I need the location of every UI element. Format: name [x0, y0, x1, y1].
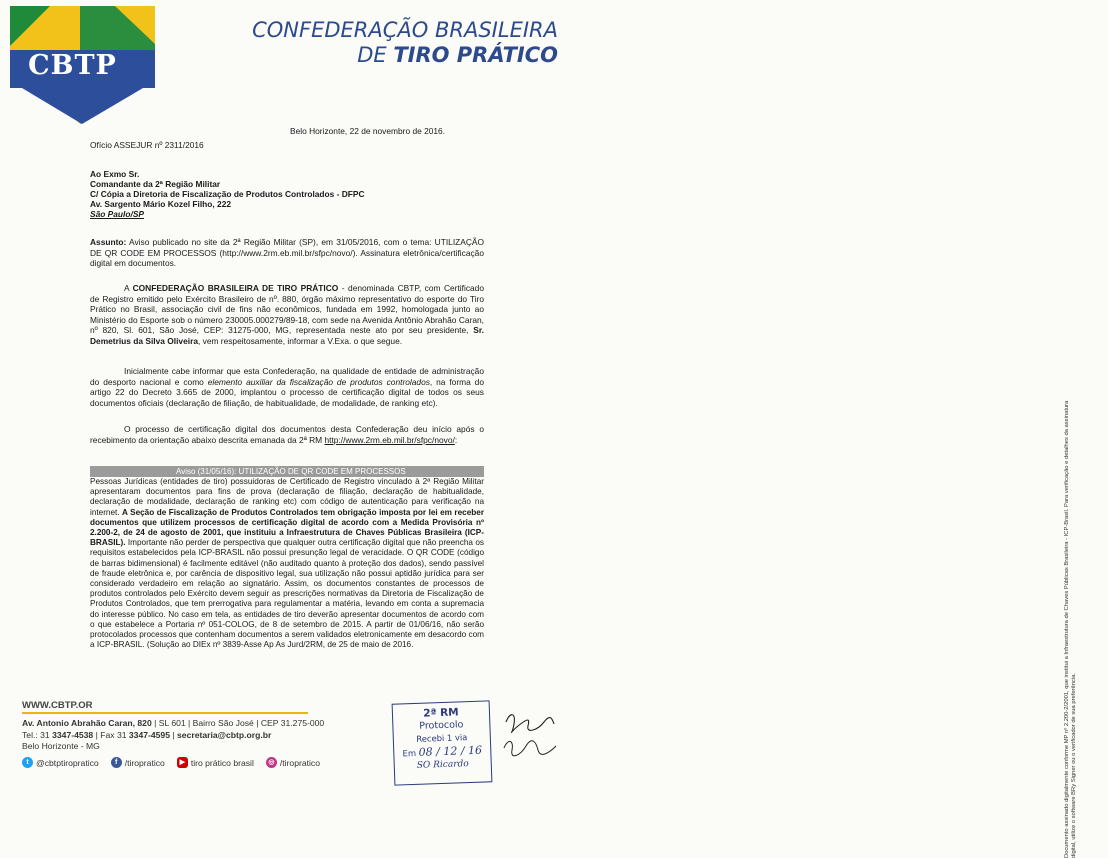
- handwritten-signature-icon: [500, 708, 560, 768]
- separator: |: [170, 729, 178, 740]
- oficio-number: Ofício ASSEJUR nº 2311/2016: [90, 140, 204, 150]
- stamp-date-prefix: Em: [402, 747, 417, 759]
- text-run: :: [454, 434, 458, 445]
- email-address[interactable]: secretaria@cbtp.org.br: [177, 729, 272, 740]
- org-title-line2: [252, 43, 558, 68]
- president-name: Sr. Demetrius da Silva Oliveira: [90, 325, 484, 346]
- text-run-italic: elemento auxiliar da fiscalização de produtos controlados: [207, 376, 430, 387]
- stamp-date: 08 / 12 / 16: [418, 743, 483, 759]
- addressee-line: Ao Exmo Sr.: [90, 169, 140, 179]
- text-run: , vem respeitosamente, informar a V.Exa. o que segue.: [198, 335, 403, 346]
- social-youtube[interactable]: [177, 757, 254, 768]
- social-links: [22, 757, 320, 768]
- notice-title-bar: Aviso (31/05/16): UTILIZAÇÃO DE QR CODE EM PROCESSOS: [90, 466, 484, 477]
- addressee-line: Comandante da 2ª Região Militar: [90, 179, 221, 189]
- stamp-line3: Recebi 1 via: [416, 732, 468, 744]
- org-title-bold: TIRO PRÁTICO: [393, 43, 558, 67]
- org-title-line1: CONFEDERAÇÃO BRASILEIRA: [252, 18, 558, 42]
- tel-label: Tel.: 31: [22, 729, 53, 740]
- social-twitter[interactable]: [22, 757, 99, 768]
- protocol-stamp: [392, 700, 493, 785]
- social-label: /tiropratico: [279, 757, 320, 768]
- address-rest: | SL 601 | Bairro São José | CEP 31.275-000: [151, 718, 325, 728]
- fax-number: 3347-4595: [128, 729, 170, 740]
- social-instagram[interactable]: [266, 757, 320, 768]
- tel-number: 3347-4538: [52, 729, 94, 740]
- facebook-icon: f: [111, 757, 122, 768]
- logo-text: CBTP: [28, 50, 117, 81]
- paragraph-intro: [90, 283, 484, 347]
- text-run: - denominada CBTP, com Certificado de Registro emitido pelo Exército Brasileiro de nº. 880, órgão máximo representativo do esporte do Tiro Prático no Brasil, associação civil de fins não econômicos, fundada em 1992, homologada junto ao Ministério do Esporte sob o número 230005.000279/89-18, com sede na Avenida Antônio Abrahão Caran, nº 820, Sl. 601, São José, CEP: 31275-000, MG, representada neste ato por seu presidente,: [90, 283, 484, 336]
- digital-signature-note: [534, 170, 1078, 858]
- stamp-line1: 2ª RM: [423, 706, 459, 720]
- social-label: tiro prático brasil: [190, 757, 254, 768]
- text-run: A: [124, 283, 133, 293]
- social-label: /tiropratico: [124, 757, 165, 768]
- addressee-block: [90, 169, 365, 219]
- sfpc-link[interactable]: http://www.2rm.eb.mil.br/sfpc/novo/: [324, 434, 455, 445]
- stamp-line2: Protocolo: [419, 719, 464, 732]
- youtube-icon: ▶: [177, 757, 188, 768]
- addressee-city: São Paulo/SP: [90, 209, 144, 219]
- notice-body: [90, 477, 484, 650]
- letter-date: Belo Horizonte, 22 de novembro de 2016.: [290, 126, 446, 136]
- social-facebook[interactable]: [111, 757, 165, 768]
- footer-website[interactable]: WWW.CBTP.OR: [22, 700, 93, 711]
- paragraph-process: [90, 424, 484, 445]
- side-note-text: Documento assinado digitalmente conforme MP nº 2.200-2/2001, que institui a Infraestrutura de Chaves Públicas Brasileira - ICP-Brasil. Para verificação e detalhes da assinatura digital, utilize o software BRy Signer ou o verificador de sua preferência.: [1064, 400, 1078, 858]
- subject-label: Assunto:: [90, 237, 127, 247]
- social-label: @cbtptiropratico: [36, 757, 99, 768]
- twitter-icon: t: [22, 757, 33, 768]
- subject-paragraph: [90, 237, 484, 269]
- contact-line: [22, 730, 324, 742]
- text-run: , na forma do artigo 22 do Decreto 3.665 de 2000, implantou o processo de certificação digital de todos os seus documentos oficiais (declaração de filiação, de habitualidade, de modalidade, de ranking etc).: [90, 376, 484, 408]
- org-title-prefix: DE: [357, 43, 394, 67]
- organization-title: [252, 18, 558, 68]
- addressee-line: C/ Cópia a Diretoria de Fiscalização de Produtos Controlados - DFPC: [90, 189, 365, 199]
- text-run-bold: A Seção de Fiscalização de Produtos Controlados tem obrigação imposta por lei em receber documentos que utilizem processos de certificação digital de acordo com a Medida Provisória nº 2.200-2, de 24 de agosto de 2001, que instituiu a Infraestrutura de Chaves Públicas Brasileira (ICP-BRASIL).: [90, 507, 485, 548]
- fax-label: | Fax 31: [93, 729, 129, 740]
- footer-address: [22, 718, 324, 753]
- stamp-line4: [394, 743, 490, 759]
- stamp-signature: SO Ricardo: [416, 759, 469, 771]
- subject-text: Aviso publicado no site da 2ª Região Militar (SP), em 31/05/2016, com o tema: UTILIZAÇÃO DE QR CODE EM PROCESSOS (http://www.2rm.eb.mil.br/sfpc/novo/). Assinatura eletrônica/certificação digital em documentos.: [90, 237, 484, 269]
- text-run-bold: CONFEDERAÇÃO BRASILEIRA DE TIRO PRÁTICO: [132, 283, 339, 293]
- text-run: Pessoas Jurídicas (entidades de tiro) possuidoras de Certificado de Registro vinculado à 2ª Região Militar apresentaram documentos para fins de prova (declaração de filiação, declaração de habitualidade, declaração de modalidade, declaração de ranking etc) com código de autenticação para verificação na internet.: [90, 477, 484, 517]
- footer-divider: [22, 712, 308, 714]
- paragraph-context: [90, 366, 484, 408]
- instagram-icon: ◎: [266, 757, 277, 768]
- text-run: Importante não perder de perspectiva que qualquer outra certificação digital que não preencha os requisitos estabelecidos pela ICP-BRASIL não possui presunção legal de veracidade. O QR CODE (código de barras bidimensional) é facilmente editável (não auditado quanto à proteção dos dados), sendo passível de fraude eletrônica e, por carência de dispositivo legal, sua utilização não possui aptidão jurídica para ser considerado verdadeiro em relação ao signatário. Assim, os documentos constantes de processos de produtos controlados pelo Exército devem seguir as prescrições normativas da Diretoria de Fiscalização de Produtos Controlados, que tem prerrogativa para regulamentar a matéria, levando em conta a supremacia do interesse público. No caso em tela, as entidades de tiro deverão apresentar documentos de acordo com o que estabelece a Portaria nº 051-COLOG, de 8 de setembro de 2015. A partir de 01/06/16, não serão protocolados processos que contenham documentos a serem validados eletronicamente em desacordo com a ICP-BRASIL. (Solução ao DIEx nº 3839-Asse Ap As Jurd/2RM, de 25 de maio de 2016.: [90, 538, 484, 650]
- address-line: [22, 718, 324, 730]
- address-street: Av. Antonio Abrahão Caran, 820: [22, 718, 152, 728]
- city-line: Belo Horizonte - MG: [22, 741, 100, 751]
- addressee-line: Av. Sargento Mário Kozel Filho, 222: [90, 199, 232, 209]
- text-run: Inicialmente cabe informar que esta Confederação, na qualidade de entidade de administração do desporto nacional e como: [90, 366, 484, 387]
- text-run: O processo de certificação digital dos documentos desta Confederação deu início após o recebimento da orientação abaixo descrita emanada da 2ª RM: [90, 424, 484, 445]
